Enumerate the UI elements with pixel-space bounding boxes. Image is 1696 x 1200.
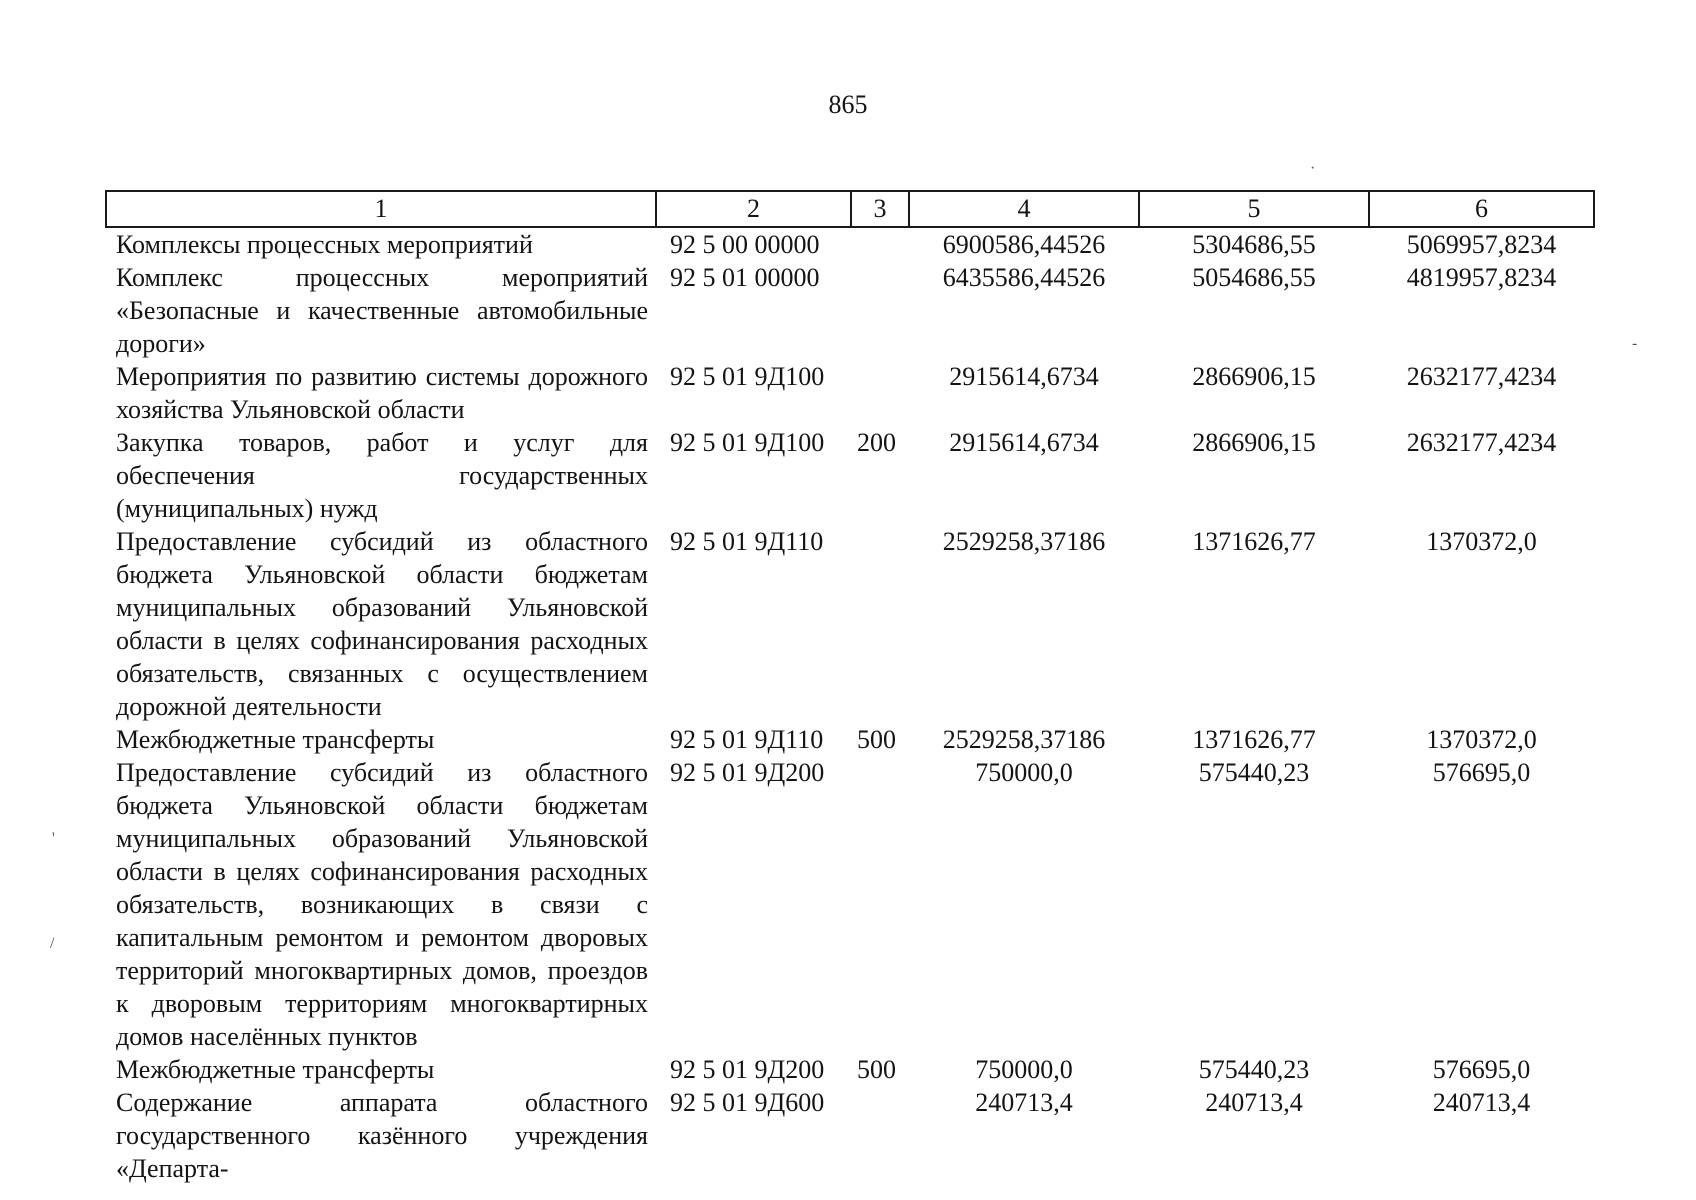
row-code-cell: 92 5 01 00000 [670,263,820,292]
row-value-cell: 575440,23 [1198,1055,1310,1084]
table-row [106,723,1594,756]
scan-speck: - [1632,335,1638,352]
row-value-cell: 1370372,0 [1426,725,1537,754]
table-row [106,1086,1594,1185]
row-value-cell: 240713,4 [1432,1088,1531,1117]
table-row [106,525,1594,723]
row-value-cell: 575440,23 [1198,758,1310,787]
row-value-cell: 4819957,8234 [1406,263,1557,292]
scan-speck: · [1310,160,1316,177]
row-kvr-cell: 500 [857,1055,896,1084]
row-kvr-cell [851,261,909,360]
row-value-cell: 576695,0 [1432,1055,1531,1084]
scan-speck: ' [52,830,55,847]
row-kvr-cell [851,1086,909,1185]
header-cell: 1 [106,191,656,227]
row-value-cell: 1371626,77 [1192,725,1316,754]
header-cell: 6 [1369,191,1594,227]
row-value-cell: 5054686,55 [1192,263,1316,292]
row-value-cell: 2915614,6734 [949,362,1099,391]
row-kvr-cell [851,360,909,426]
table-row [106,360,1594,426]
row-kvr-cell [851,525,909,723]
row-code-cell: 92 5 01 9Д200 [670,758,825,787]
row-value-cell: 240713,4 [975,1088,1073,1117]
row-name-cell: Содержание аппарата областного государственного казённого учреждения «Департа- [116,1088,648,1183]
budget-table [105,190,1595,1185]
page-number: 865 [828,90,868,119]
row-kvr-cell: 500 [857,725,896,754]
header-cell: 3 [851,191,909,227]
row-value-cell: 1370372,0 [1426,527,1537,556]
row-value-cell: 1371626,77 [1192,527,1316,556]
row-value-cell: 2915614,6734 [949,428,1099,457]
row-name-cell: Мероприятия по развитию системы дорожного хозяйства Ульяновской области [116,362,648,424]
row-value-cell: 2529258,37186 [942,527,1106,556]
table-row [106,756,1594,1053]
row-value-cell: 2866906,15 [1192,428,1316,457]
scan-speck: / [50,935,55,952]
row-code-cell: 92 5 01 9Д200 [670,1055,825,1084]
row-value-cell: 240713,4 [1205,1088,1303,1117]
header-cell: 2 [656,191,851,227]
table-row [106,1053,1594,1086]
row-code-cell: 92 5 01 9Д110 [670,725,824,754]
header-cell: 4 [909,191,1139,227]
header-cell: 5 [1139,191,1369,227]
row-value-cell: 2529258,37186 [942,725,1106,754]
row-name-cell: Закупка товаров, работ и услуг для обеспечения государственных (муниципальных) нужд [116,428,648,523]
row-value-cell: 750000,0 [975,1055,1073,1084]
row-code-cell: 92 5 01 9Д100 [670,362,825,391]
row-kvr-cell [851,227,909,261]
row-value-cell: 5069957,8234 [1406,230,1557,259]
table-body [106,227,1594,1185]
row-value-cell: 5304686,55 [1192,230,1316,259]
row-kvr-cell: 200 [857,428,896,457]
row-kvr-cell [851,756,909,1053]
row-code-cell: 92 5 01 9Д110 [670,527,824,556]
row-code-cell: 92 5 01 9Д600 [670,1088,825,1117]
table-row [106,426,1594,525]
row-value-cell: 2632177,4234 [1406,428,1557,457]
row-value-cell: 2866906,15 [1192,362,1316,391]
row-name-cell: Комплекс процессных мероприятий «Безопасные и качественные автомобильные дороги» [116,263,648,358]
row-code-cell: 92 5 01 9Д100 [670,428,825,457]
row-name-cell: Предоставление субсидий из областного бюджета Ульяновской области бюджетам муниципальных образований Ульяновской области в целях софинансирования расходных обязательств, возникающих в связи с капитальным ремонтом и ремонтом дворовых территорий многоквартирных домов, проездов к дворовым территориям многоквартирных домов населённых пунктов [116,758,648,1051]
row-value-cell: 6900586,44526 [942,230,1106,259]
table-header-row [106,191,1594,227]
row-name-cell: Предоставление субсидий из областного бюджета Ульяновской области бюджетам муниципальных образований Ульяновской области в целях софинансирования расходных обязательств, связанных с осуществлением дорожной деятельности [116,527,648,721]
row-code-cell: 92 5 00 00000 [670,230,820,259]
row-value-cell: 576695,0 [1432,758,1531,787]
row-value-cell: 2632177,4234 [1406,362,1557,391]
row-name-cell: Комплексы процессных мероприятий [116,230,533,259]
table-row [106,261,1594,360]
row-value-cell: 6435586,44526 [942,263,1106,292]
row-name-cell: Межбюджетные трансферты [116,1055,435,1084]
row-name-cell: Межбюджетные трансферты [116,725,435,754]
row-value-cell: 750000,0 [975,758,1073,787]
table-row [106,227,1594,261]
